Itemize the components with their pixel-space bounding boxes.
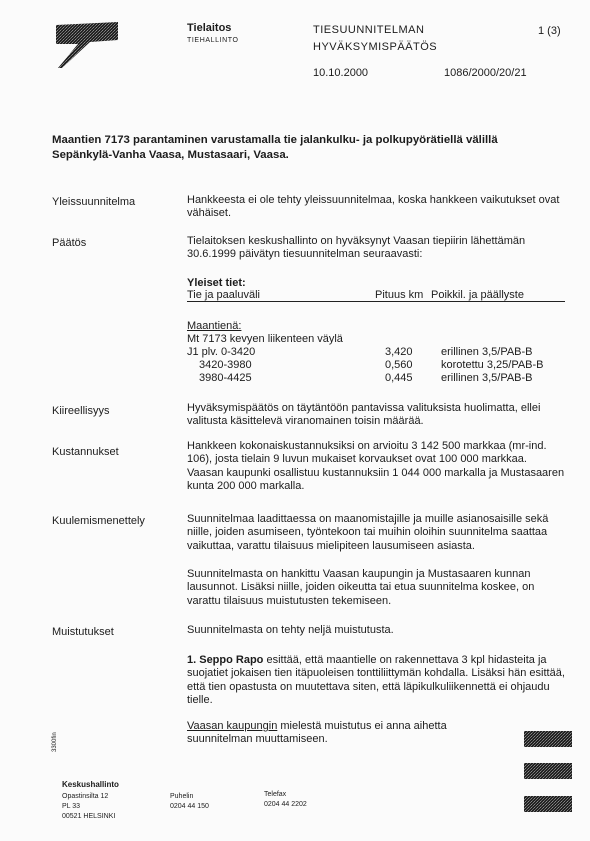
redaction-stamp: [524, 731, 572, 747]
road-section: 3420-3980: [199, 359, 252, 371]
label-kiireellisyys: Kiireellisyys: [52, 405, 110, 417]
roads-group-label: Maantienä:: [187, 320, 242, 332]
road-length: 0,560: [385, 359, 413, 371]
roads-heading: Yleiset tiet:: [187, 277, 246, 289]
roads-column-headers: [187, 289, 565, 302]
footer-fax: Telefax 0204 44 2202: [264, 791, 307, 808]
text-kiireellisyys: Hyväksymispäätös on täytäntöön pantavissa valituksista huolimatta, ellei valitusta käsittelevä viranomainen toisin määrää.: [187, 402, 541, 428]
reply-text: mielestä muistutus ei anna aihetta suunnitelman muuttamiseen.: [187, 720, 447, 746]
road-length: 3,420: [385, 346, 413, 358]
text-kustannukset: Hankkeen kokonaiskustannuksiksi on arvioitu 3 142 500 markkaa (mr-ind. 106), josta tielain 9 luvun mukaiset korvaukset ovat 100 000 markkaa. Vaasan kaupunki osallistuu kustannuksiin 1 044 000 markalla ja Mustasaaren kunta 200 000 markalla.: [187, 440, 565, 493]
org-subtitle: TIEHALLINTO: [187, 37, 239, 44]
label-yleissuunnitelma: Yleissuunnitelma: [52, 196, 136, 208]
text-yleissuunnitelma: Hankkeesta ei ole tehty yleissuunnitelmaa, koska hankkeen vaikutukset ovat vähäiset.: [187, 194, 560, 220]
redaction-stamp: [524, 796, 572, 812]
page-number: 1 (3): [538, 25, 561, 37]
label-muistutukset: Muistutukset: [52, 626, 114, 638]
label-kuulemismenettely: Kuulemismenettely: [52, 515, 145, 527]
text-kuulemismenettely-1: Suunnitelmaa laadittaessa on maanomistajille ja muille asianosaisille sekä niille, joiden asumiseen, työntekoon tai muihin oloihin suunnitelma saattaa vaikuttaa, varattu tilaisuus mielipiteen lausumiseen asiasta.: [187, 513, 549, 552]
road-section: J1 plv. 0-3420: [187, 346, 256, 358]
main-title: Maantien 7173 parantaminen varustamalla tie jalankulku- ja polkupyörätiellä välillä Sepänkylä-Vanha Vaasa, Mustasaari, Vaasa.: [52, 134, 498, 161]
footer-address: Opastinsilta 12 PL 33 00521 HELSINKI: [62, 793, 116, 820]
document-title: HYVÄKSYMISPÄÄTÖS: [313, 41, 438, 53]
road-type: erillinen 3,5/PAB-B: [441, 372, 533, 384]
document-type: TIESUUNNITELMAN: [313, 24, 425, 36]
col-length: Pituus km: [375, 289, 424, 301]
muistutus-name: 1. Seppo Rapo: [187, 654, 264, 666]
tielaitos-logo-icon: [56, 22, 118, 70]
text-kuulemismenettely-2: Suunnitelmasta on hankittu Vaasan kaupungin ja Mustasaaren kunnan lausunnot. Lisäksi niille, joiden oikeutta tai etua suunnitelma koskee, on varattu tilaisuus muistutusten tekemiseen.: [187, 568, 535, 607]
road-section: 3980-4425: [199, 372, 252, 384]
table-row: [187, 359, 565, 372]
form-code: 3300fin: [52, 732, 58, 752]
muistutus-reply: [187, 720, 457, 747]
col-type: Poikkil. ja päällyste: [431, 289, 524, 301]
road-length: 0,445: [385, 372, 413, 384]
muistutus-item-1: [187, 654, 565, 708]
text-muistutukset: Suunnitelmasta on tehty neljä muistutusta.: [187, 624, 394, 636]
roads-road-name: Mt 7173 kevyen liikenteen väylä: [187, 333, 343, 345]
table-row: [187, 372, 565, 385]
road-type: korotettu 3,25/PAB-B: [441, 359, 544, 371]
redaction-stamp: [524, 763, 572, 779]
road-type: erillinen 3,5/PAB-B: [441, 346, 533, 358]
label-kustannukset: Kustannukset: [52, 446, 119, 458]
footer-office: Keskushallinto: [62, 780, 119, 789]
muistutus-text: esittää, että maantielle on rakennettava 3 kpl hidasteita ja suojatiet jokaisen tien itäpuoleisen tonttiliittymän kohdalla. Lisäksi hän esittää, että tien opastusta on muutettava siten, että läpikulkuliikennettä ei ohjaudu tielle.: [187, 654, 565, 707]
text-paatos: Tielaitoksen keskushallinto on hyväksynyt Vaasan tiepiirin lähettämän 30.6.1999 päivätyn tiesuunnitelman seuraavasti:: [187, 235, 526, 261]
label-paatos: Päätös: [52, 237, 87, 249]
document-date: 10.10.2000: [313, 67, 369, 79]
footer-phone: Puhelin 0204 44 150: [170, 793, 209, 810]
col-road-section: Tie ja paaluväli: [187, 289, 260, 301]
org-name: Tielaitos: [187, 22, 232, 34]
reply-subject: Vaasan kaupungin: [187, 720, 278, 732]
document-reference: 1086/2000/20/21: [444, 67, 527, 79]
table-row: [187, 346, 565, 359]
